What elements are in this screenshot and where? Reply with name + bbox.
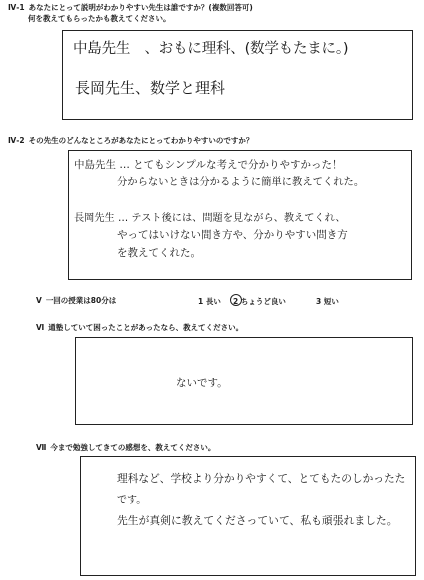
q6-question bbox=[36, 323, 243, 333]
q4-2-answer-line-3: 長岡先生 … テスト後には、問題を見ながら、教えてくれ、 bbox=[74, 213, 346, 224]
q4-1-answer-box bbox=[62, 30, 413, 120]
q6-text: 通塾していて困ったことがあったなら、教えてください。 bbox=[48, 323, 244, 332]
q7-text: 今まで勉強してきての感想を、教えてください。 bbox=[50, 443, 216, 452]
q7-number: Ⅶ bbox=[36, 443, 47, 452]
q4-2-answer-line-4: やってはいけない間き方や、分かりやすい問き方 bbox=[117, 229, 348, 241]
q4-1-answer-line-1: 中島先生 、おもに理科、(数学もたまに。) bbox=[73, 41, 349, 57]
q6-answer: ないです。 bbox=[176, 377, 228, 389]
q4-2-number: Ⅳ-2 bbox=[8, 136, 25, 145]
q4-1-answer-line-2: 長岡先生、数学と理科 bbox=[75, 79, 226, 97]
q7-question bbox=[36, 443, 215, 453]
q5-option-3: 3 短い bbox=[316, 297, 339, 306]
q5-number: Ⅴ bbox=[36, 296, 42, 305]
q7-answer-line-3: 先生が真剣に教えてくださっていて、私も頑張れました。 bbox=[117, 514, 398, 527]
q4-1-subtext: 何を教えてもらったかも教えてください。 bbox=[28, 14, 171, 23]
q6-answer-box bbox=[75, 337, 413, 425]
q7-answer-box bbox=[80, 456, 416, 576]
q5-option-2: 2 ちょうど良い bbox=[233, 297, 286, 306]
q4-2-answer-box bbox=[68, 150, 412, 280]
q4-2-question bbox=[8, 136, 253, 146]
q5-text: 一回の授業は80分は bbox=[45, 296, 117, 305]
q4-2-answer-line-1: 中島先生 … とてもシンプルな考えで分かりやすかった！ bbox=[74, 159, 343, 171]
q6-number: Ⅵ bbox=[36, 323, 45, 332]
q7-answer-line-1: 理科など、学校より分かりやすくて、とてもたのしかったた bbox=[117, 472, 406, 485]
q5-selected-circle bbox=[230, 294, 242, 306]
q4-1-text: あなたにとって説明がわかりやすい先生は誰ですか？(複数回答可) bbox=[28, 3, 253, 12]
q5-question bbox=[36, 296, 116, 306]
q4-1-number: Ⅳ-1 bbox=[8, 3, 25, 12]
q7-answer-line-2: です。 bbox=[117, 495, 147, 506]
q5-option-1: 1 長い bbox=[198, 297, 221, 306]
q4-2-text: その先生のどんなところがあなたにとってわかりやすいのですか？ bbox=[28, 136, 254, 145]
q4-1-question bbox=[8, 3, 253, 13]
q4-2-answer-line-5: を教えてくれた。 bbox=[117, 247, 201, 259]
q4-2-answer-line-2: 分からないときは分かるように簡単に教えてくれた。 bbox=[117, 176, 365, 188]
